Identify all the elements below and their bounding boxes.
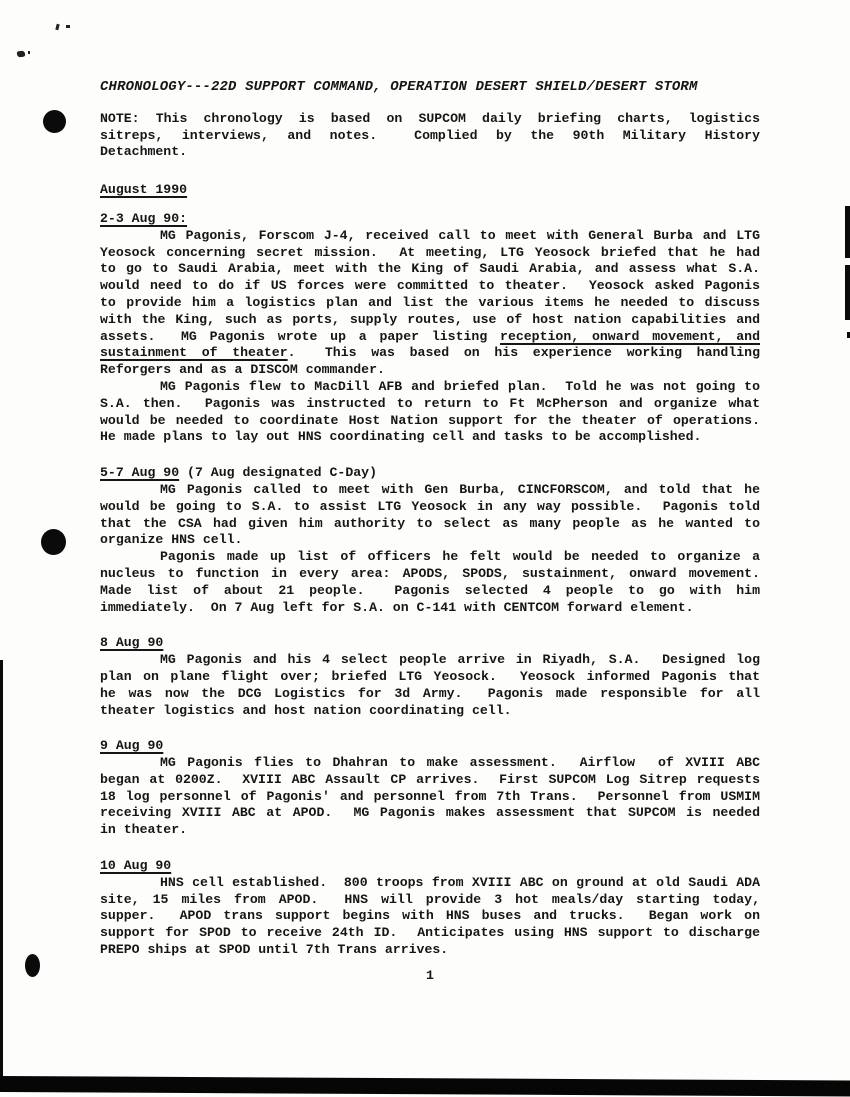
date-heading (100, 858, 760, 875)
scan-speck (17, 50, 26, 57)
text-run: MG Pagonis called to meet with Gen Burba, CINCFORSCOM, and told that he (160, 481, 760, 497)
text-line (100, 942, 760, 959)
chronology-sections (100, 211, 760, 959)
text-line (100, 669, 760, 686)
text-run: He made plans to lay out HNS coordinating cell and tasks to be accomplished. (100, 429, 702, 445)
text-run: would be needed to coordinate Host Nation support for the theater of operations. (100, 412, 760, 428)
scan-edge-artifact-left (0, 660, 3, 1080)
text-line (100, 516, 760, 533)
text-line (100, 772, 760, 789)
text-run: to go to Saudi Arabia, meet with the King of Saudi Arabia, and assess what S.A. (100, 261, 760, 277)
text-line (100, 111, 760, 128)
text-run: Yeosock concerning secret mission. At meeting, LTG Yeosock briefed that he had (100, 244, 760, 260)
text-line (100, 278, 760, 295)
text-line (100, 805, 760, 822)
text-run: MG Pagonis, Forscom J-4, received call to meet with General Burba and LTG (160, 227, 760, 243)
scan-speck (55, 24, 59, 31)
text-line (100, 600, 760, 617)
hole-punch-dot-middle (41, 529, 66, 555)
text-line (100, 228, 760, 245)
text-run: in theater. (100, 822, 188, 838)
text-line (100, 413, 760, 430)
text-run: Reforgers and as a DISCOM commander. (100, 362, 385, 378)
chronology-section (100, 211, 760, 446)
hole-punch-dot-bottom (25, 954, 40, 977)
text-run: nucleus to function in every area: APODS, SPODS, sustainment, onward movement. (100, 565, 760, 581)
hole-punch-dot-top (43, 110, 66, 133)
underlined-phrase: 8 Aug 90 (100, 635, 164, 651)
text-line (100, 499, 760, 516)
text-run: would be going to S.A. to assist LTG Yeosock in any way possible. Pagonis told (100, 498, 760, 514)
text-line (100, 312, 760, 329)
text-run: Detachment. (100, 144, 188, 160)
text-run: S.A. then. Pagonis was instructed to return to Ft McPherson and organize what (100, 395, 760, 411)
text-run: (7 Aug designated C-Day) (179, 465, 377, 481)
underlined-phrase: August 1990 (100, 182, 188, 198)
text-run: HNS cell established. 800 troops from XVIII ABC on ground at old Saudi ADA (160, 874, 760, 890)
text-line (100, 144, 760, 161)
document-body (100, 79, 760, 985)
underlined-phrase: 5-7 Aug 90 (100, 465, 180, 481)
text-line (100, 822, 760, 839)
underlined-phrase: 9 Aug 90 (100, 738, 164, 754)
text-line (100, 652, 760, 669)
text-line (100, 245, 760, 262)
chronology-section (100, 858, 760, 959)
text-line (100, 892, 760, 909)
text-run: plan on plane flight over; briefed LTG Yeosock. Yeosock informed Pagonis that (100, 668, 760, 684)
underlined-phrase: 2-3 Aug 90: (100, 210, 188, 226)
text-run: that the CSA had given him authority to select as many people as he wanted to (100, 515, 760, 531)
text-run: supper. APOD trans support begins with HNS buses and trucks. Began work on (100, 908, 760, 924)
text-run: would need to do if US forces were committed to theater. Yeosock asked Pagonis (100, 278, 760, 294)
chronology-section (100, 738, 760, 839)
text-run: Made list of about 21 people. Pagonis selected 4 people to go with him (100, 582, 760, 598)
text-run: NOTE: This chronology is based on SUPCOM daily briefing charts, logistics (100, 110, 760, 126)
text-run: receiving XVIII ABC at APOD. MG Pagonis makes assessment that SUPCOM is needed (100, 805, 760, 821)
note-paragraph (100, 111, 760, 161)
chronology-section (100, 465, 760, 616)
text-line (100, 908, 760, 925)
text-run: support for SPOD to receive 24th ID. Anticipates using HNS support to discharge (100, 925, 760, 941)
text-run: to provide him a logistics plan and list the various items he needed to discuss (100, 294, 760, 310)
scan-speck (66, 25, 70, 28)
scan-edge-artifact-right (845, 265, 850, 320)
text-line (100, 482, 760, 499)
text-run: immediately. On 7 Aug left for S.A. on C-141 with CENTCOM forward element. (100, 599, 694, 615)
text-run: MG Pagonis flew to MacDill AFB and briefed plan. Told he was not going to (160, 378, 760, 394)
text-line (100, 379, 760, 396)
text-line (100, 345, 760, 362)
text-run: he was now the DCG Logistics for 3d Army. Pagonis made responsible for all (100, 685, 760, 701)
text-line (100, 755, 760, 772)
document-title: CHRONOLOGY---22D SUPPORT COMMAND, OPERATION DESERT SHIELD/DESERT STORM (100, 79, 698, 95)
text-line (100, 362, 760, 379)
text-line (100, 583, 760, 600)
text-run: . This was based on his experience working handling (287, 345, 760, 361)
text-run: Pagonis made up list of officers he felt would be needed to organize a (160, 549, 760, 565)
scan-speck (28, 51, 30, 54)
text-line (100, 532, 760, 549)
date-heading (100, 738, 760, 755)
text-line (100, 875, 760, 892)
month-heading (100, 182, 760, 199)
text-run: organize HNS cell. (100, 532, 243, 548)
page-number: 1 (426, 967, 434, 983)
text-line (100, 329, 760, 346)
date-heading (100, 465, 760, 482)
text-run: MG Pagonis flies to Dhahran to make assessment. Airflow of XVIII ABC (160, 755, 760, 771)
text-run: MG Pagonis and his 4 select people arrive in Riyadh, S.A. Designed log (160, 652, 760, 668)
text-line (100, 789, 760, 806)
text-run: site, 15 miles from APOD. HNS will provide 3 hot meals/day starting today, (100, 891, 760, 907)
text-run: began at 0200Z. XVIII ABC Assault CP arrives. First SUPCOM Log Sitrep requests (100, 771, 760, 787)
scan-bottom-band (0, 1076, 850, 1096)
text-line (100, 128, 760, 145)
text-line (100, 429, 760, 446)
text-line (100, 925, 760, 942)
text-run: theater logistics and host nation coordinating cell. (100, 702, 512, 718)
scan-edge-artifact-right (845, 206, 850, 258)
text-run: sitreps, interviews, and notes. Complied by the 90th Military History (100, 127, 760, 143)
underlined-phrase: sustainment of theater (100, 345, 288, 361)
text-line (100, 295, 760, 312)
text-run: with the King, such as ports, supply routes, use of host nation capabilities and (100, 311, 760, 327)
text-line (100, 261, 760, 278)
date-heading (100, 211, 760, 228)
text-line (100, 549, 760, 566)
text-line (100, 566, 760, 583)
text-line (100, 686, 760, 703)
date-heading (100, 635, 760, 652)
underlined-phrase: 10 Aug 90 (100, 858, 172, 874)
underlined-phrase: reception, onward movement, and (500, 328, 760, 344)
text-line (100, 703, 760, 720)
text-run: assets. MG Pagonis wrote up a paper listing (100, 328, 501, 344)
chronology-section (100, 635, 760, 719)
text-line (100, 182, 760, 199)
text-line (100, 396, 760, 413)
text-run: 18 log personnel of Pagonis' and personnel from 7th Trans. Personnel from USMIM (100, 788, 760, 804)
text-run: PREPO ships at SPOD until 7th Trans arrives. (100, 942, 449, 958)
